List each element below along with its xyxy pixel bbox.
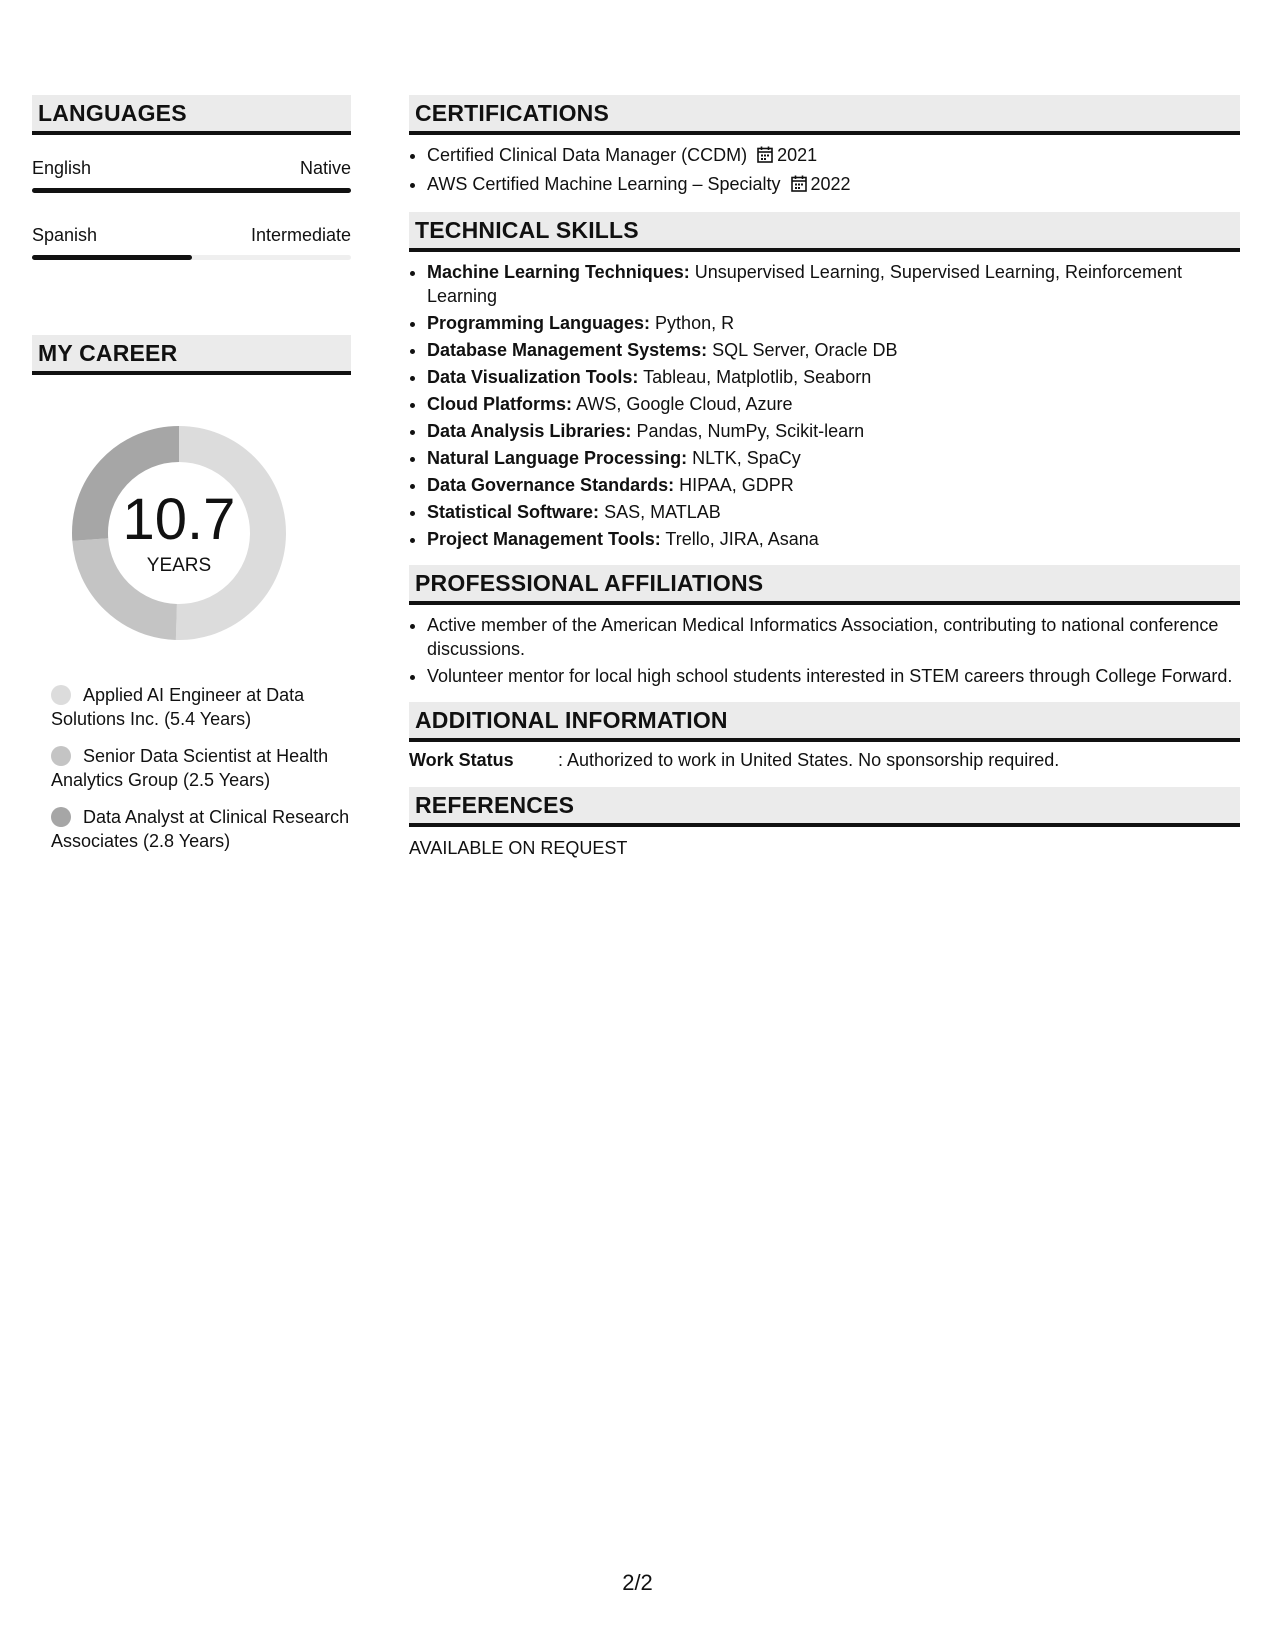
- certifications-list: [409, 143, 1240, 198]
- skill-value: Trello, JIRA, Asana: [665, 529, 819, 549]
- skill-item: [427, 338, 1240, 362]
- career-role-label: Applied AI Engineer at Data Solutions Inc. (5.4 Years): [51, 685, 305, 729]
- skill-label: Programming Languages:: [427, 313, 651, 333]
- career-years-unit: YEARS: [146, 555, 212, 576]
- skill-label: Data Analysis Libraries:: [427, 421, 632, 441]
- work-status-value: : Authorized to work in United States. No sponsorship required.: [558, 750, 1060, 770]
- legend-dot-icon: [51, 746, 71, 766]
- career-legend-item: [51, 805, 351, 853]
- career-total-years: 10.7: [122, 487, 236, 552]
- career-legend-item: [51, 744, 351, 792]
- skill-value: SAS, MATLAB: [604, 502, 721, 522]
- language-name: English: [32, 158, 92, 178]
- affiliations-list: [409, 613, 1240, 688]
- career-role-label: Senior Data Scientist at Health Analytics Group (2.5 Years): [51, 746, 329, 790]
- skill-label: Data Visualization Tools:: [427, 367, 639, 387]
- calendar-icon: [791, 174, 807, 198]
- affiliation-item: • Active member of the American Medical Informatics Association, contributing to national conference discussions.: [427, 613, 1240, 661]
- language-proficiency-bar: [32, 255, 351, 260]
- language-proficiency-fill: [32, 188, 351, 193]
- additional-info-heading: ADDITIONAL INFORMATION: [409, 702, 1240, 742]
- career-donut-chart: [65, 419, 293, 647]
- skill-value: Python, R: [655, 313, 735, 333]
- language-proficiency-bar: [32, 188, 351, 193]
- certification-name: AWS Certified Machine Learning – Specialty: [427, 174, 781, 194]
- references-heading: REFERENCES: [409, 787, 1240, 827]
- language-name: Spanish: [32, 225, 98, 245]
- skill-item: [427, 392, 1240, 416]
- references-text: AVAILABLE ON REQUEST: [409, 838, 628, 858]
- language-item: [32, 225, 351, 260]
- skill-label: Machine Learning Techniques:: [427, 262, 690, 282]
- calendar-icon: [757, 145, 773, 169]
- skill-item: [427, 419, 1240, 443]
- work-status-label: Work Status: [409, 750, 514, 770]
- skill-value: Tableau, Matplotlib, Seaborn: [643, 367, 872, 387]
- career-role-label: Data Analyst at Clinical Research Associates (2.8 Years): [51, 807, 350, 851]
- skill-value: HIPAA, GDPR: [679, 475, 794, 495]
- legend-dot-icon: [51, 685, 71, 705]
- skill-item: [427, 473, 1240, 497]
- certification-name: Certified Clinical Data Manager (CCDM): [427, 145, 748, 165]
- languages-heading: LANGUAGES: [32, 95, 351, 135]
- career-legend: [51, 683, 351, 853]
- certification-item: [427, 143, 1240, 169]
- skill-label: Natural Language Processing:: [427, 448, 688, 468]
- language-item: [32, 158, 351, 193]
- right-column: [409, 95, 1240, 859]
- affiliation-item: • Volunteer mentor for local high school students interested in STEM careers through College Forward.: [427, 664, 1240, 688]
- page-number: 2/2: [622, 1570, 653, 1595]
- left-column: [32, 95, 351, 866]
- skill-value: NLTK, SpaCy: [692, 448, 801, 468]
- skill-value: AWS, Google Cloud, Azure: [576, 394, 793, 414]
- language-level: Native: [299, 158, 351, 178]
- certification-year: 2021: [777, 145, 818, 165]
- language-proficiency-fill: [32, 255, 192, 260]
- skill-label: Statistical Software:: [427, 502, 600, 522]
- skill-item: [427, 527, 1240, 551]
- skills-heading: TECHNICAL SKILLS: [409, 212, 1240, 252]
- skill-label: Database Management Systems:: [427, 340, 708, 360]
- certification-year: 2022: [810, 174, 851, 194]
- affiliations-heading: PROFESSIONAL AFFILIATIONS: [409, 565, 1240, 605]
- language-level: Intermediate: [250, 225, 351, 245]
- skill-item: [427, 311, 1240, 335]
- skill-item: [427, 500, 1240, 524]
- career-heading: MY CAREER: [32, 335, 351, 375]
- skill-value: Unsupervised Learning, Supervised Learning, Reinforcement Learning: [427, 262, 1183, 306]
- skill-label: Project Management Tools:: [427, 529, 661, 549]
- skill-value: Pandas, NumPy, Scikit-learn: [636, 421, 865, 441]
- career-legend-item: [51, 683, 351, 731]
- certifications-heading: CERTIFICATIONS: [409, 95, 1240, 135]
- skills-list: [409, 260, 1240, 551]
- skill-label: Cloud Platforms:: [427, 394, 573, 414]
- skill-item: [427, 365, 1240, 389]
- certification-item: [427, 172, 1240, 198]
- skill-item: [427, 260, 1240, 308]
- work-status-row: [409, 750, 1240, 771]
- skill-value: SQL Server, Oracle DB: [712, 340, 898, 360]
- skill-label: Data Governance Standards:: [427, 475, 675, 495]
- legend-dot-icon: [51, 807, 71, 827]
- skill-item: [427, 446, 1240, 470]
